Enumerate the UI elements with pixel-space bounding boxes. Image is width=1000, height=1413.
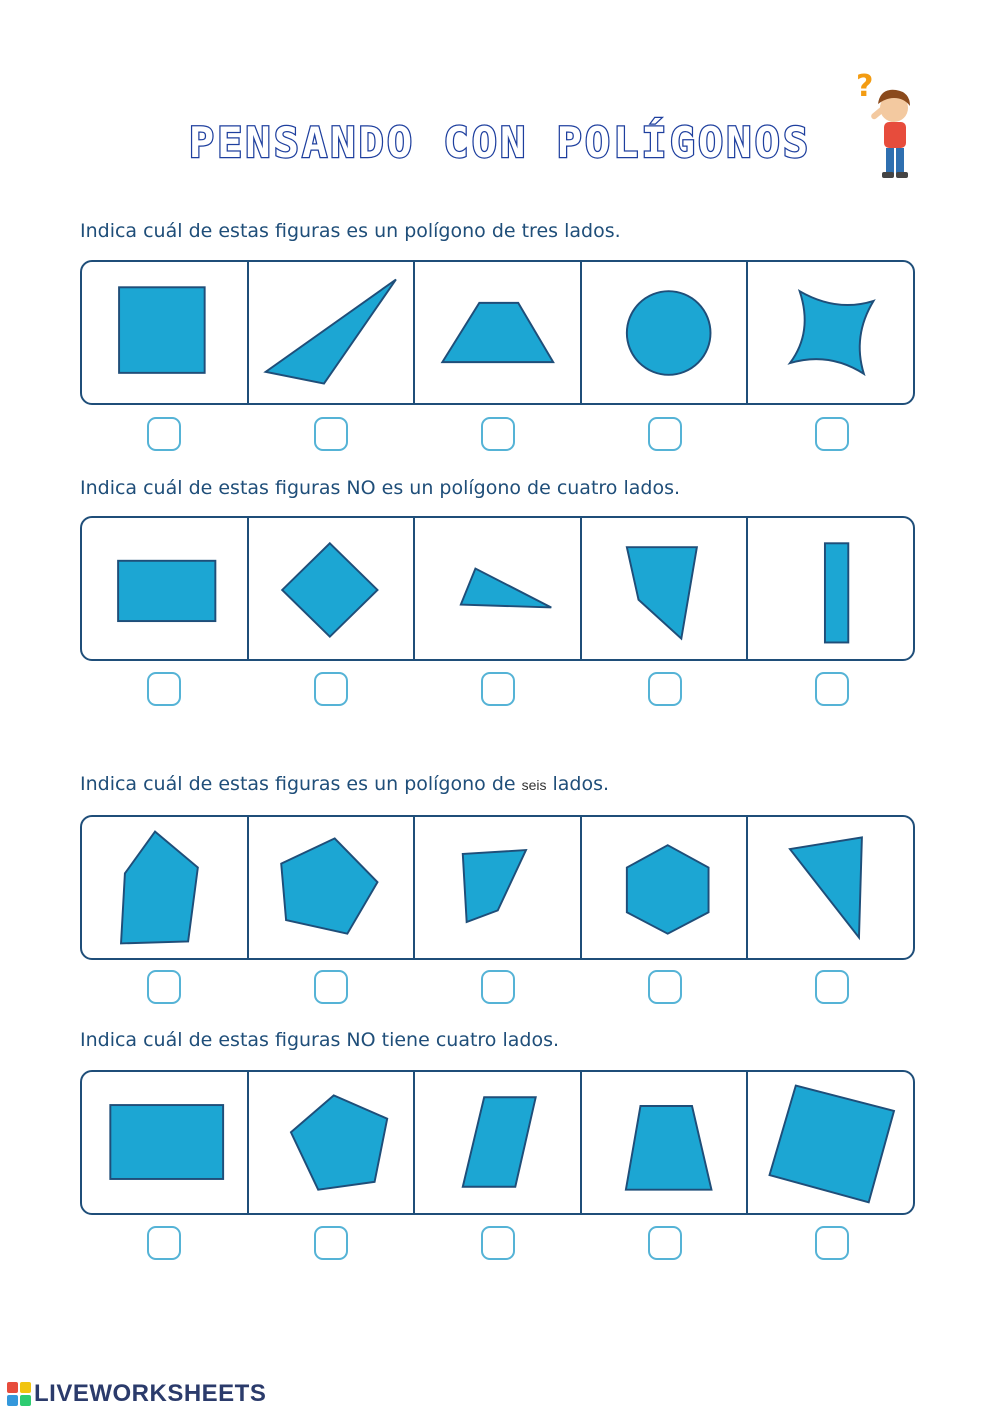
answer-checkbox[interactable] — [815, 1226, 849, 1260]
shape-cell[interactable] — [748, 262, 913, 403]
thin-rectangle-shape — [825, 543, 848, 642]
square-shape — [770, 1086, 894, 1203]
answer-checkbox[interactable] — [481, 970, 515, 1004]
question-3-inserted-word: seis — [521, 777, 547, 793]
shape-cell[interactable] — [82, 817, 249, 958]
rhombus-shape — [282, 543, 377, 636]
answer-checkbox[interactable] — [314, 970, 348, 1004]
trapezoid-shape — [443, 303, 554, 362]
question-2-text: Indica cuál de estas figuras NO es un polígono de cuatro lados. — [80, 477, 681, 499]
checkbox-row-2 — [80, 672, 915, 712]
question-3-text-after: lados. — [552, 773, 610, 795]
answer-checkbox[interactable] — [648, 1226, 682, 1260]
svg-text:?: ? — [856, 69, 874, 104]
shape-cell[interactable] — [249, 518, 416, 659]
shape-cell[interactable] — [582, 262, 749, 403]
answer-checkbox[interactable] — [815, 672, 849, 706]
answer-checkbox[interactable] — [147, 417, 181, 451]
shape-cell[interactable] — [748, 1072, 913, 1213]
shape-strip-1 — [80, 260, 915, 405]
answer-checkbox[interactable] — [648, 970, 682, 1004]
answer-checkbox[interactable] — [481, 672, 515, 706]
shape-cell[interactable] — [82, 518, 249, 659]
shape-cell[interactable] — [415, 262, 582, 403]
shape-strip-3 — [80, 815, 915, 960]
shape-cell[interactable] — [415, 817, 582, 958]
liveworksheets-logo-icon — [6, 1381, 32, 1407]
question-3-text-before: Indica cuál de estas figuras es un polígono de — [80, 773, 516, 795]
answer-checkbox[interactable] — [314, 417, 348, 451]
quadrilateral-shape — [627, 547, 697, 638]
answer-checkbox[interactable] — [147, 1226, 181, 1260]
rectangle-shape — [110, 1105, 223, 1179]
worksheet-title: PENSANDO CON POLÍGONOS — [188, 118, 812, 167]
checkbox-row-1 — [80, 417, 915, 457]
shape-cell[interactable] — [415, 518, 582, 659]
checkbox-row-4 — [80, 1226, 915, 1266]
parallelogram-shape — [463, 1097, 536, 1186]
question-3-text — [80, 773, 609, 795]
answer-checkbox[interactable] — [481, 417, 515, 451]
shape-cell[interactable] — [249, 262, 416, 403]
checkbox-row-3 — [80, 970, 915, 1010]
thinking-boy-icon — [848, 66, 928, 184]
shape-cell[interactable] — [249, 1072, 416, 1213]
answer-checkbox[interactable] — [815, 417, 849, 451]
shape-cell[interactable] — [748, 817, 913, 958]
triangle-shape — [265, 280, 395, 384]
trapezoid-shape — [626, 1106, 712, 1190]
answer-checkbox[interactable] — [314, 672, 348, 706]
pentagon-shape — [291, 1095, 387, 1189]
shape-cell[interactable] — [82, 1072, 249, 1213]
circle-shape — [627, 291, 711, 375]
shape-strip-2 — [80, 516, 915, 661]
star-shape — [790, 291, 874, 374]
answer-checkbox[interactable] — [147, 970, 181, 1004]
answer-checkbox[interactable] — [648, 417, 682, 451]
shape-cell[interactable] — [82, 262, 249, 403]
shape-cell[interactable] — [582, 817, 749, 958]
answer-checkbox[interactable] — [481, 1226, 515, 1260]
answer-checkbox[interactable] — [815, 970, 849, 1004]
footer-brand[interactable] — [6, 1380, 266, 1408]
question-4-text: Indica cuál de estas figuras NO tiene cuatro lados. — [80, 1029, 560, 1051]
shape-cell[interactable] — [582, 518, 749, 659]
rectangle-shape — [118, 561, 215, 621]
triangle-shape — [790, 837, 862, 937]
answer-checkbox[interactable] — [147, 672, 181, 706]
shape-cell[interactable] — [582, 1072, 749, 1213]
shape-cell[interactable] — [415, 1072, 582, 1213]
shape-cell[interactable] — [748, 518, 913, 659]
triangle-shape — [461, 569, 551, 608]
pentagon-shape — [121, 832, 198, 944]
question-1-text: Indica cuál de estas figuras es un polígono de tres lados. — [80, 220, 621, 242]
shape-cell[interactable] — [249, 817, 416, 958]
hexagon-shape — [627, 845, 709, 933]
answer-checkbox[interactable] — [314, 1226, 348, 1260]
footer-brand-text: LIVEWORKSHEETS — [34, 1380, 267, 1407]
pentagon-shape — [281, 838, 377, 933]
shape-strip-4 — [80, 1070, 915, 1215]
answer-checkbox[interactable] — [648, 672, 682, 706]
square-shape — [119, 287, 205, 373]
quadrilateral-shape — [463, 850, 526, 922]
